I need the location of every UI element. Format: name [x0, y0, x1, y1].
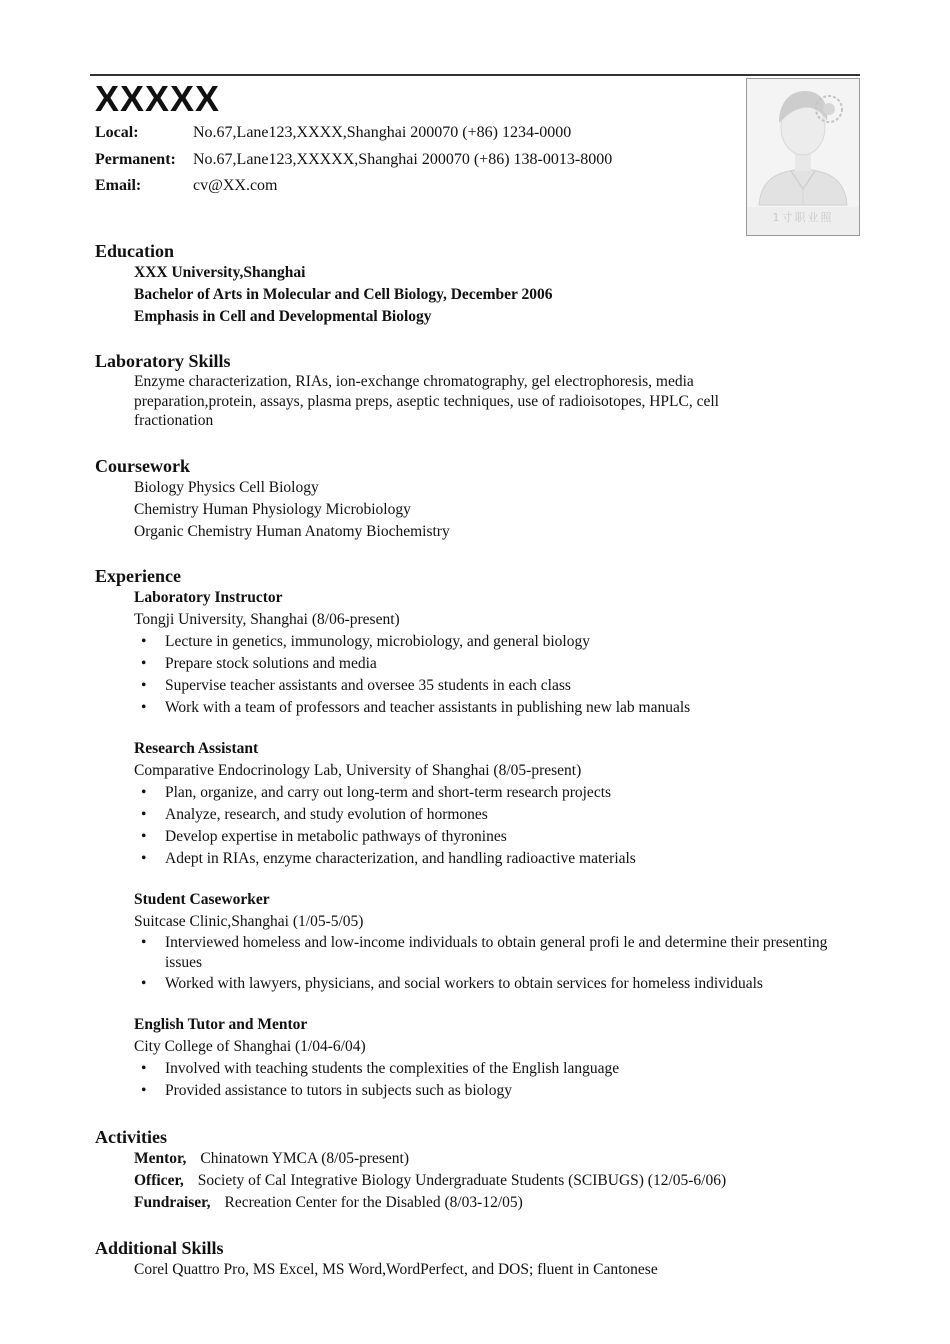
activity-detail: Chinatown YMCA (8/05-present) — [200, 1150, 410, 1167]
duty-item — [134, 1080, 845, 1102]
job-organization: City College of Shanghai (1/04-6/04) — [134, 1038, 366, 1055]
duty-item — [134, 973, 845, 995]
activities-heading: Activities — [95, 1127, 167, 1147]
experience-body — [134, 587, 845, 1102]
duty-item — [134, 697, 845, 719]
activity-item — [134, 1192, 726, 1214]
activity-item — [134, 1170, 726, 1192]
additional-skills-section — [95, 1237, 658, 1281]
bullet-icon: • — [141, 975, 147, 992]
additional-skills-heading: Additional Skills — [95, 1238, 224, 1258]
bullet-icon: • — [141, 1060, 147, 1077]
duty-text: Analyze, research, and study evolution of hormones — [165, 806, 488, 823]
duty-text: Worked with lawyers, physicians, and social workers to obtain services for homeless individuals — [165, 975, 763, 992]
coursework-body — [134, 477, 450, 543]
candidate-name: XXXXX — [95, 78, 221, 119]
duty-item — [134, 933, 845, 973]
activities-body — [134, 1148, 726, 1214]
email-value: cv@XX.com — [193, 177, 278, 194]
duty-item — [134, 782, 845, 804]
job-organization: Comparative Endocrinology Lab, University of Shanghai (8/05-present) — [134, 762, 582, 779]
activities-section — [95, 1126, 726, 1214]
job-entry — [134, 889, 845, 995]
bullet-icon: • — [141, 850, 147, 867]
experience-section — [95, 565, 845, 1102]
duty-text: Lecture in genetics, immunology, microbiology, and general biology — [165, 633, 590, 650]
lab-skills-body — [134, 372, 784, 431]
activity-item — [134, 1148, 726, 1170]
photo-caption: 1寸职业照 — [772, 211, 834, 224]
job-duties — [134, 631, 845, 719]
coursework-line: Chemistry Human Physiology Microbiology — [134, 501, 411, 518]
job-duties — [134, 1058, 845, 1102]
lab-skills-text: Enzyme characterization, RIAs, ion-exchange chromatography, gel electrophoresis, media preparation,protein, assays, plasma preps, aseptic techniques, use of radioisotopes, HPLC, cell fractionation — [134, 373, 719, 429]
duty-item — [134, 804, 845, 826]
job-title: English Tutor and Mentor — [134, 1016, 308, 1033]
coursework-line: Biology Physics Cell Biology — [134, 479, 319, 496]
degree-line: Bachelor of Arts in Molecular and Cell Biology, December 2006 — [134, 286, 553, 303]
bullet-icon: • — [141, 655, 147, 672]
duty-item — [134, 675, 845, 697]
job-duties — [134, 782, 845, 870]
job-organization: Suitcase Clinic,Shanghai (1/05-5/05) — [134, 913, 364, 930]
duty-text: Develop expertise in metabolic pathways of thyronines — [165, 828, 507, 845]
coursework-heading: Coursework — [95, 456, 190, 476]
bullet-icon: • — [141, 1082, 147, 1099]
activity-detail: Society of Cal Integrative Biology Undergraduate Students (SCIBUGS) (12/05-6/06) — [197, 1172, 727, 1189]
duty-item — [134, 653, 845, 675]
job-title: Laboratory Instructor — [134, 589, 283, 606]
additional-skills-text: Corel Quattro Pro, MS Excel, MS Word,WordPerfect, and DOS; fluent in Cantonese — [134, 1261, 658, 1278]
contact-label: Local: — [95, 124, 139, 141]
duty-item — [134, 848, 845, 870]
contact-value: No.67,Lane123,XXXX,Shanghai 200070 (+86) 1234-0000 — [193, 124, 572, 141]
lab-skills-heading: Laboratory Skills — [95, 351, 231, 371]
duty-text: Supervise teacher assistants and oversee 35 students in each class — [165, 677, 571, 694]
job-entry — [134, 1014, 845, 1102]
duty-item — [134, 826, 845, 848]
duty-text: Provided assistance to tutors in subjects such as biology — [165, 1082, 512, 1099]
duty-text: Involved with teaching students the complexities of the English language — [165, 1060, 620, 1077]
duty-text: Plan, organize, and carry out long-term and short-term research projects — [165, 784, 612, 801]
contact-row-permanent — [95, 149, 612, 176]
education-section — [95, 240, 552, 328]
activity-detail: Recreation Center for the Disabled (8/03-12/05) — [224, 1194, 523, 1211]
contact-value: No.67,Lane123,XXXXX,Shanghai 200070 (+86) 138-0013-8000 — [193, 150, 613, 168]
coursework-section — [95, 455, 450, 543]
duty-item — [134, 1058, 845, 1080]
job-entry — [134, 587, 845, 719]
job-duties — [134, 933, 845, 995]
lab-skills-section — [95, 350, 784, 431]
education-heading: Education — [95, 241, 175, 261]
coursework-line: Organic Chemistry Human Anatomy Biochemistry — [134, 523, 450, 540]
duty-item — [134, 631, 845, 653]
bullet-icon: • — [141, 633, 147, 650]
emphasis-line: Emphasis in Cell and Developmental Biology — [134, 308, 432, 325]
activity-role: Mentor, — [134, 1150, 187, 1167]
duty-text: Prepare stock solutions and media — [165, 655, 377, 672]
bullet-icon: • — [141, 784, 147, 801]
education-body — [134, 262, 552, 328]
activity-role: Fundraiser, — [134, 1194, 211, 1211]
additional-skills-body — [134, 1259, 658, 1281]
job-title: Student Caseworker — [134, 891, 270, 908]
contact-row-local — [95, 122, 612, 149]
job-title: Research Assistant — [134, 740, 259, 757]
bullet-icon: • — [141, 699, 147, 716]
contact-label: Permanent: — [95, 150, 176, 168]
activity-role: Officer, — [134, 1172, 184, 1189]
header-rule — [90, 74, 860, 76]
duty-text: Work with a team of professors and teacher assistants in publishing new lab manuals — [165, 699, 691, 716]
job-organization: Tongji University, Shanghai (8/06-present) — [134, 611, 400, 628]
experience-heading: Experience — [95, 566, 181, 586]
bullet-icon: • — [141, 806, 147, 823]
duty-text: Interviewed homeless and low-income individuals to obtain general profi le and determine their presenting issues — [165, 934, 828, 971]
duty-text: Adept in RIAs, enzyme characterization, and handling radioactive materials — [165, 850, 636, 867]
profile-photo-placeholder — [746, 78, 860, 236]
contact-row-email — [95, 175, 612, 202]
contact-label: Email: — [95, 177, 142, 194]
bullet-icon: • — [141, 934, 147, 951]
contact-block — [95, 122, 612, 202]
job-entry — [134, 738, 845, 870]
university-name: XXX University,Shanghai — [134, 264, 306, 281]
bullet-icon: • — [141, 677, 147, 694]
bullet-icon: • — [141, 828, 147, 845]
